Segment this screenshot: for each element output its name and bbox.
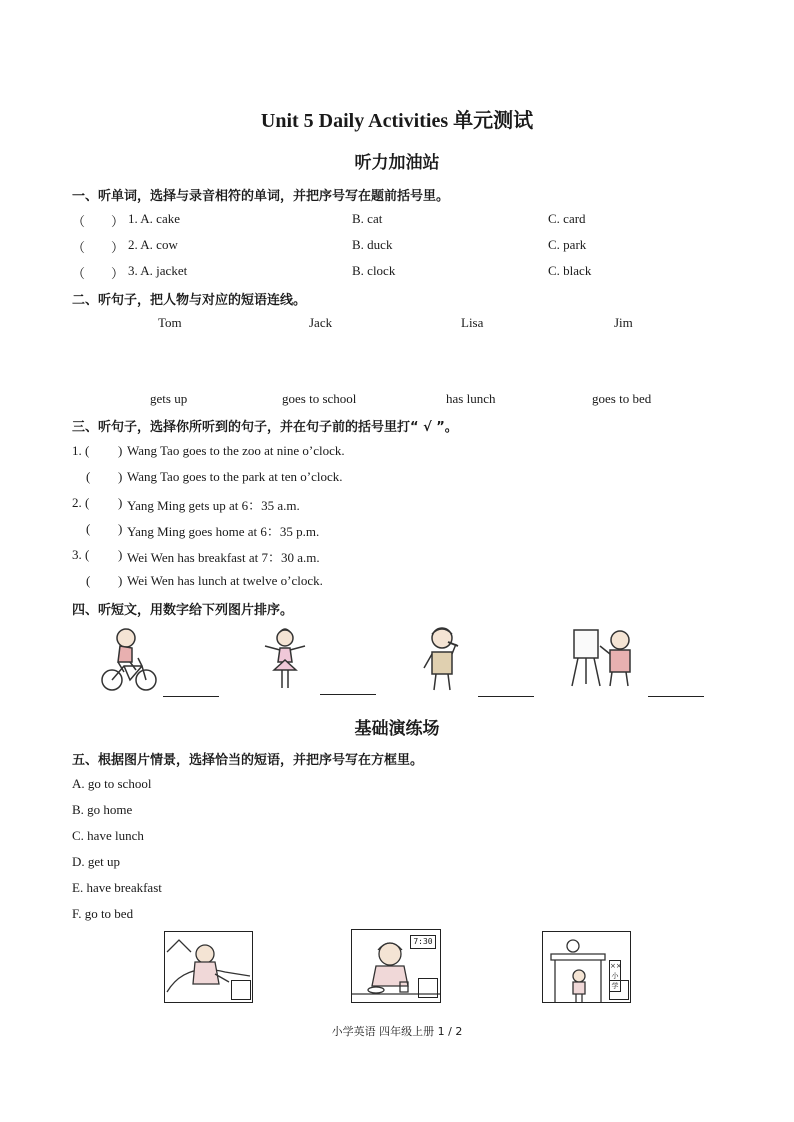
order-blank-3[interactable] <box>478 696 534 697</box>
order-blank-4[interactable] <box>648 696 704 697</box>
answer-bracket[interactable]: （ ） <box>72 214 125 229</box>
phrase-goes-to-bed[interactable]: goes to bed <box>592 391 652 406</box>
sentence: Wang Tao goes to the park at ten o’clock. <box>127 469 343 484</box>
sentence: Wang Tao goes to the zoo at nine o’clock. <box>127 443 345 458</box>
check-bracket-close: ) <box>118 495 123 510</box>
page-title: Unit 5 Daily Activities 单元测试 <box>260 110 534 132</box>
section3-instruction: 三、听句子，选择你所听到的句子，并在句子前的括号里打“ √ ”。 <box>72 420 458 435</box>
sentence: Yang Ming goes home at 6：35 p.m. <box>127 524 320 539</box>
answer-box-3[interactable] <box>609 980 629 1000</box>
page-footer: 小学英语 四年级上册 1 / 2 <box>331 1025 463 1038</box>
sentence: Wei Wen has breakfast at 7：30 a.m. <box>127 550 320 565</box>
option-d: D. get up <box>72 854 121 869</box>
name-jim[interactable]: Jim <box>614 315 633 330</box>
option-b: B. cat <box>352 211 383 226</box>
check-bracket-close: ) <box>118 547 123 562</box>
sentence: Wei Wen has lunch at twelve o’clock. <box>127 573 323 588</box>
check-bracket-open[interactable]: 3. ( <box>72 547 90 562</box>
answer-bracket[interactable]: （ ） <box>72 240 125 255</box>
option-a: 2. A. cow <box>128 237 178 252</box>
option-b: B. go home <box>72 802 133 817</box>
name-lisa[interactable]: Lisa <box>461 315 484 330</box>
boy-painting-picture <box>568 624 638 690</box>
option-e: E. have breakfast <box>72 880 162 895</box>
option-c: C. card <box>548 211 586 226</box>
order-blank-2[interactable] <box>320 694 376 695</box>
section2-instruction: 二、听句子，把人物与对应的短语连线。 <box>72 293 307 308</box>
phrase-gets-up[interactable]: gets up <box>150 391 188 406</box>
sentence: Yang Ming gets up at 6：35 a.m. <box>127 498 300 513</box>
check-bracket-close: ) <box>118 443 123 458</box>
check-bracket-open[interactable]: ( <box>86 469 91 484</box>
section5-instruction: 五、根据图片情景，选择恰当的短语，并把序号写在方框里。 <box>72 753 424 768</box>
check-bracket-open[interactable]: 2. ( <box>72 495 90 510</box>
listening-header: 听力加油站 <box>354 153 440 172</box>
option-a: A. go to school <box>72 776 152 791</box>
option-b: B. clock <box>352 263 396 278</box>
clock-display: 7:30 <box>410 935 436 949</box>
check-bracket-close: ) <box>118 573 123 588</box>
girl-dancing-picture <box>260 624 310 692</box>
check-bracket-open[interactable]: ( <box>86 573 91 588</box>
answer-box-1[interactable] <box>231 980 251 1000</box>
check-bracket-close: ) <box>118 469 123 484</box>
option-f: F. go to bed <box>72 906 134 921</box>
man-brushing-teeth-picture <box>418 624 466 694</box>
check-bracket-open[interactable]: ( <box>86 521 91 536</box>
order-blank-1[interactable] <box>163 696 219 697</box>
check-bracket-open[interactable]: 1. ( <box>72 443 90 458</box>
scene-school-picture <box>542 931 631 1003</box>
basic-header: 基础演练场 <box>354 719 440 738</box>
name-tom[interactable]: Tom <box>158 315 182 330</box>
name-jack[interactable]: Jack <box>309 315 333 330</box>
check-bracket-close: ) <box>118 521 123 536</box>
option-b: B. duck <box>352 237 393 252</box>
answer-bracket[interactable]: （ ） <box>72 266 125 281</box>
option-c: C. black <box>548 263 592 278</box>
option-a: 3. A. jacket <box>128 263 188 278</box>
section1-instruction: 一、听单词，选择与录音相符的单词，并把序号写在题前括号里。 <box>72 189 450 204</box>
boy-riding-bike-picture <box>98 622 160 694</box>
answer-box-2[interactable] <box>418 978 438 998</box>
scene-get-up-picture <box>164 931 253 1003</box>
scene-breakfast-picture <box>351 929 441 1003</box>
phrase-has-lunch[interactable]: has lunch <box>446 391 496 406</box>
option-a: 1. A. cake <box>128 211 180 226</box>
section4-instruction: 四、听短文，用数字给下列图片排序。 <box>72 603 294 618</box>
option-c: C. park <box>548 237 587 252</box>
option-c: C. have lunch <box>72 828 144 843</box>
phrase-goes-to-school[interactable]: goes to school <box>282 391 357 406</box>
school-sign: ××小学 <box>610 962 622 990</box>
